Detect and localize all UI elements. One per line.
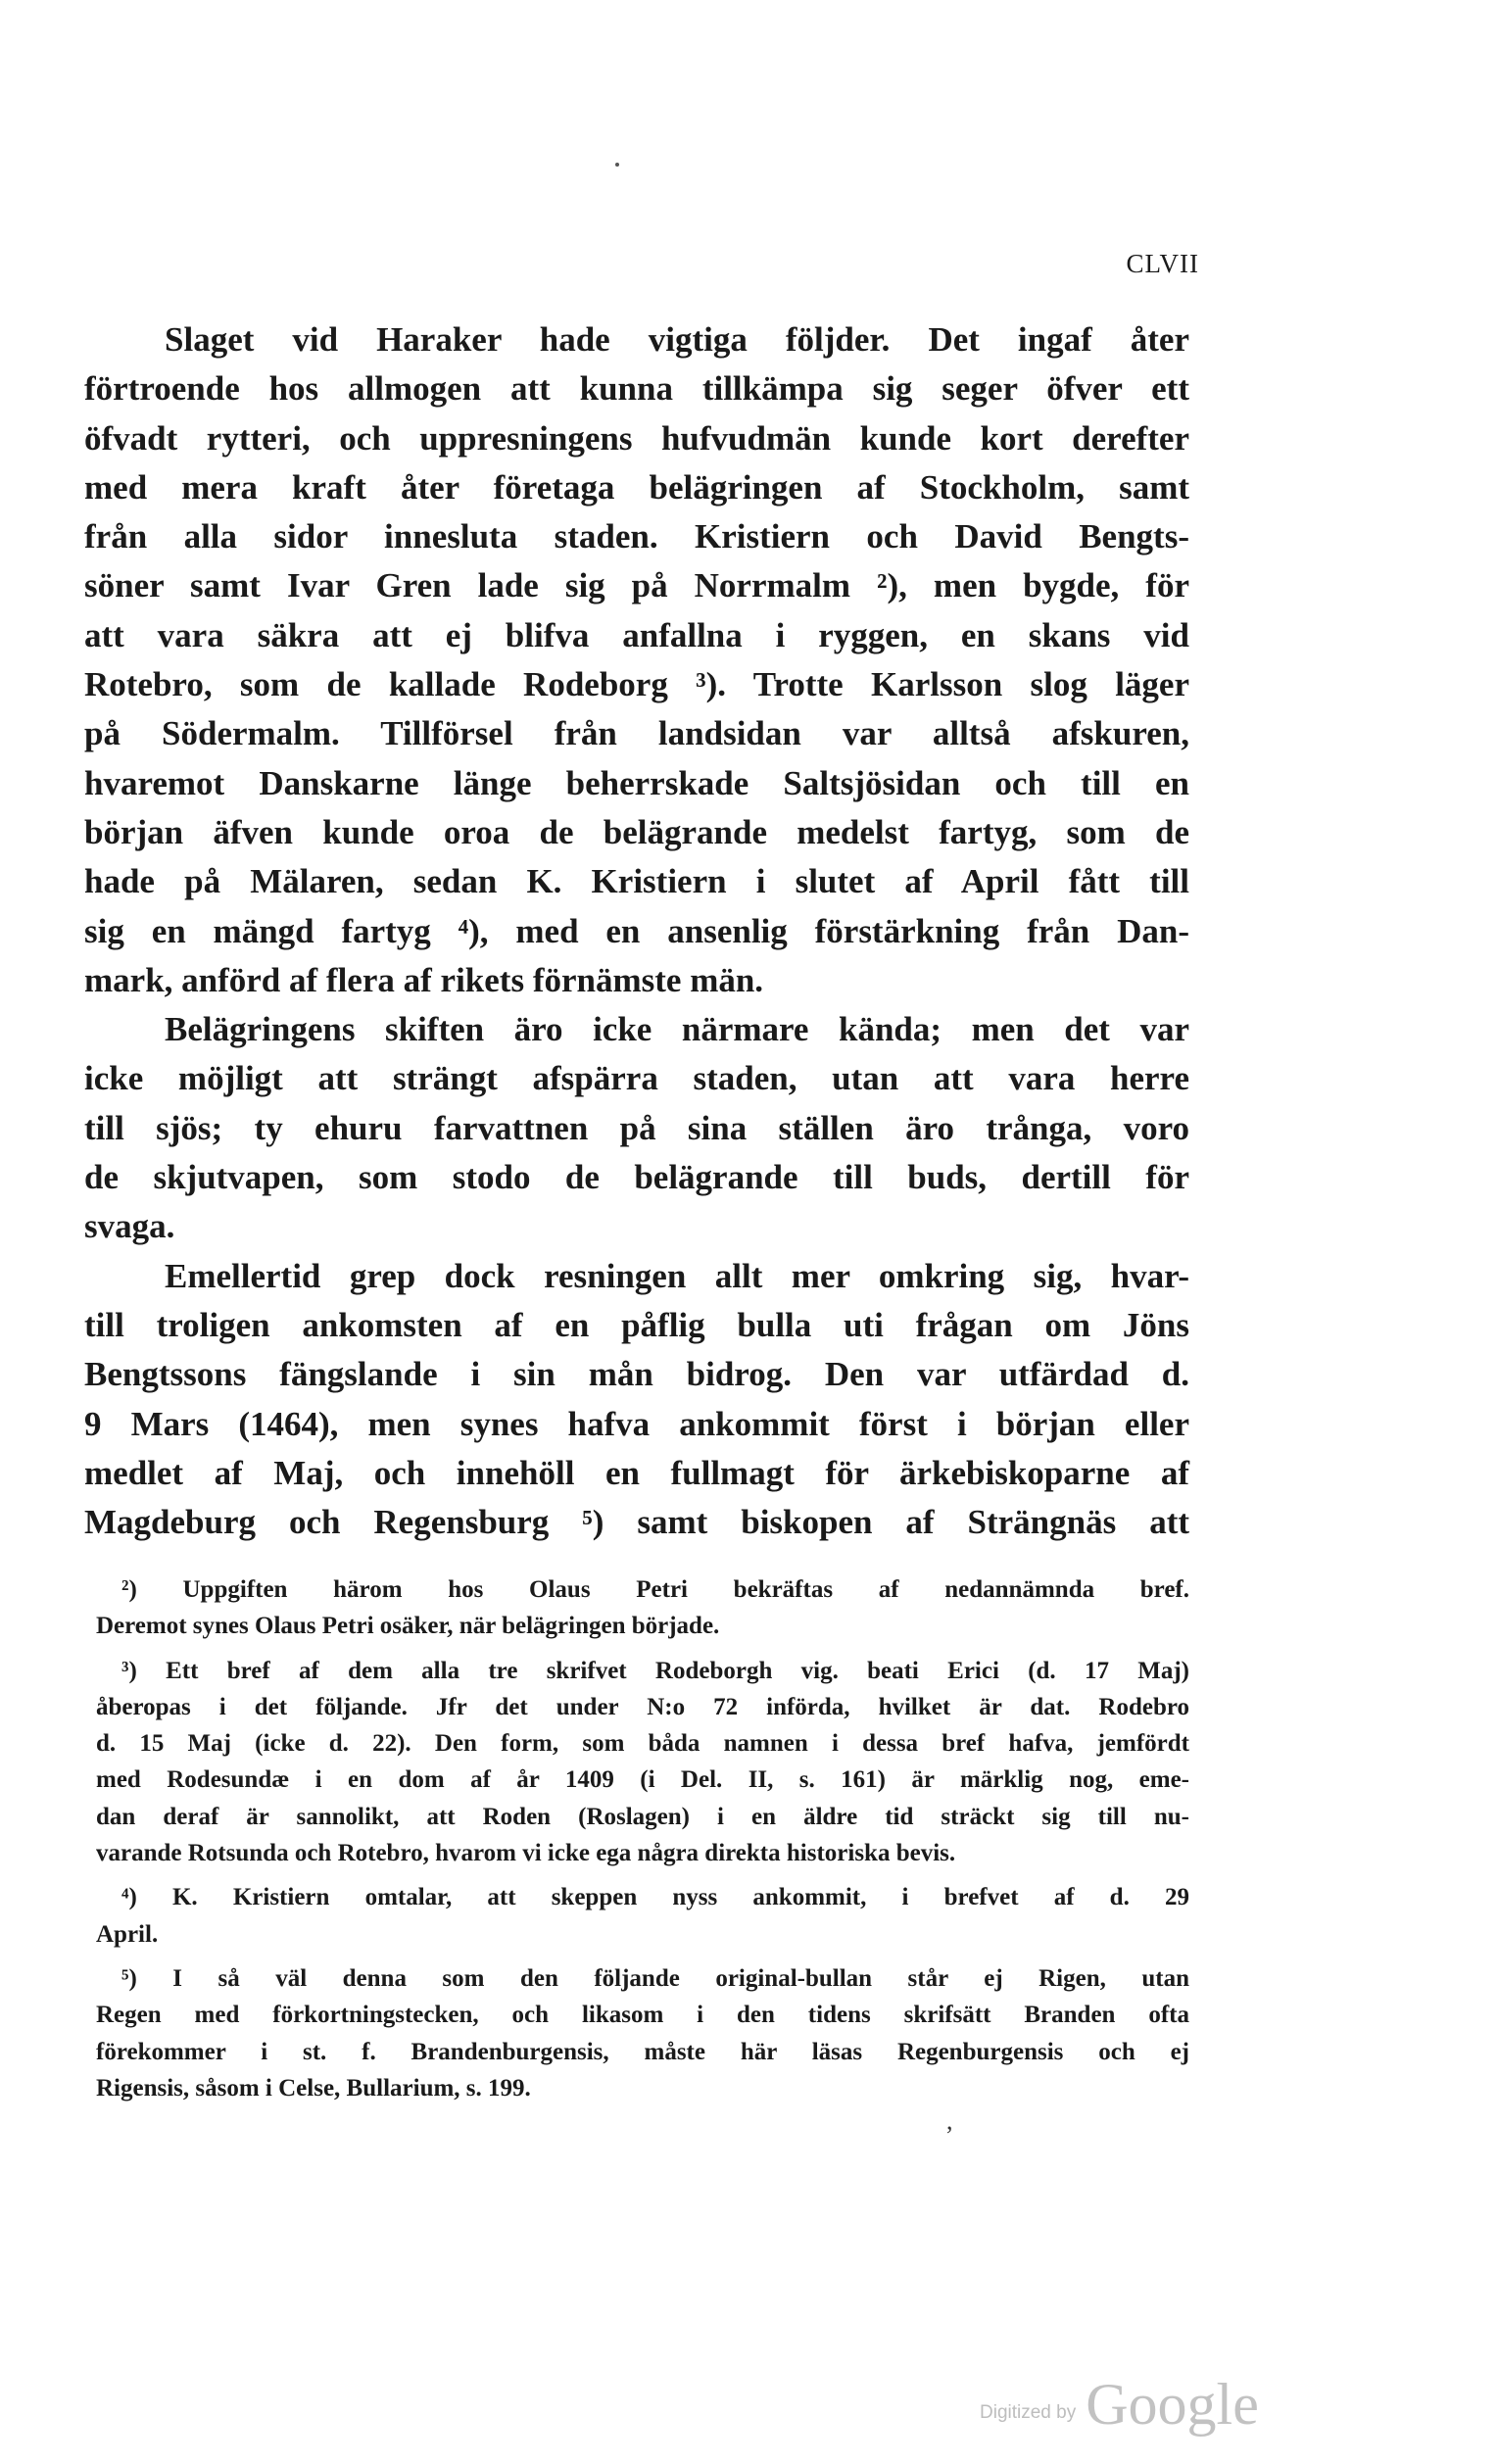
text-line: början äfven kunde oroa de belägrande medelst fartyg, som de bbox=[84, 812, 1189, 851]
digitized-watermark bbox=[980, 2371, 1259, 2439]
footnote-line: med Rodesundæ i en dom af år 1409 (i Del. II, s. 161) är märklig nog, eme- bbox=[96, 1766, 1189, 1794]
footnote-spacer bbox=[96, 1953, 1189, 1960]
text-line: hvaremot Danskarne länge beherrskade Saltsjösidan och till en bbox=[84, 763, 1189, 802]
text-line: icke möjligt att strängt afspärra staden, utan att vara herre bbox=[84, 1059, 1189, 1098]
footnote-line: åberopas i det följande. Jfr det under N:o 72 införda, hvilket är dat. Rodebro bbox=[96, 1693, 1189, 1720]
text-line: mark, anförd af flera af rikets förnämste män. bbox=[84, 960, 764, 999]
footnote-line: ³) Ett bref af dem alla tre skrifvet Rodeborgh vig. beati Erici (d. 17 Maj) bbox=[121, 1657, 1189, 1684]
footnote-line: Regen med förkortningstecken, och likasom i den tidens skrifsätt Branden ofta bbox=[96, 2002, 1189, 2029]
footnote-line: dan deraf är sannolikt, att Roden (Roslagen) i en äldre tid sträckt sig till nu- bbox=[96, 1803, 1189, 1830]
speck-mark bbox=[615, 163, 619, 167]
text-line: på Södermalm. Tillförsel från landsidan var alltså afskuren, bbox=[84, 714, 1189, 753]
text-line: Slaget vid Haraker hade vigtiga följder. Det ingaf åter bbox=[165, 320, 1189, 359]
text-line: svaga. bbox=[84, 1207, 175, 1246]
text-line: söner samt Ivar Gren lade sig på Norrmalm ²), men bygde, för bbox=[84, 566, 1189, 605]
text-line: medlet af Maj, och innehöll en fullmagt för ärkebiskoparne af bbox=[84, 1453, 1189, 1492]
text-line: från alla sidor innesluta staden. Kristiern och David Bengts- bbox=[84, 517, 1189, 556]
footnote-line: April. bbox=[96, 1920, 159, 1948]
main-text bbox=[84, 315, 1189, 1547]
text-line: de skjutvapen, som stodo de belägrande till buds, dertill för bbox=[84, 1158, 1189, 1197]
footnotes bbox=[96, 1571, 1189, 2106]
watermark-prefix: Digitized by bbox=[980, 2402, 1077, 2423]
footnote-line: ²) Uppgiften härom hos Olaus Petri bekräftas af nedannämnda bref. bbox=[121, 1576, 1189, 1603]
footnote-line: d. 15 Maj (icke d. 22). Den form, som båda namnen i dessa bref hafva, jemfördt bbox=[96, 1730, 1189, 1758]
footnote-line: Rigensis, såsom i Celse, Bullarium, s. 199. bbox=[96, 2074, 531, 2102]
text-line: till sjös; ty ehuru farvattnen på sina ställen äro trånga, voro bbox=[84, 1108, 1189, 1147]
footnote-line: ⁴) K. Kristiern omtalar, att skeppen nyss ankommit, i brefvet af d. 29 bbox=[121, 1884, 1189, 1911]
footnote-line: Deremot synes Olaus Petri osäker, när belägringen började. bbox=[96, 1613, 720, 1640]
text-line: Magdeburg och Regensburg ⁵) samt biskopen af Strängnäs att bbox=[84, 1503, 1189, 1542]
footnote-spacer bbox=[96, 1645, 1189, 1653]
text-line: att vara säkra att ej blifva anfallna i ryggen, en skans vid bbox=[84, 615, 1189, 654]
text-line: Emellertid grep dock resningen allt mer omkring sig, hvar- bbox=[165, 1256, 1189, 1295]
google-logo: Google bbox=[1086, 2372, 1259, 2437]
footnote-line: ⁵) I så väl denna som den följande original-bullan står ej Rigen, utan bbox=[121, 1964, 1189, 1992]
text-line: med mera kraft åter företaga belägringen af Stockholm, samt bbox=[84, 467, 1189, 507]
text-line: 9 Mars (1464), men synes hafva ankommit först i början eller bbox=[84, 1404, 1189, 1443]
text-line: hade på Mälaren, sedan K. Kristiern i slutet af April fått till bbox=[84, 862, 1189, 901]
footnote-line: varande Rotsunda och Rotebro, hvarom vi icke ega några direkta historiska bevis. bbox=[96, 1840, 956, 1867]
text-line: sig en mängd fartyg ⁴), med en ansenlig förstärkning från Dan- bbox=[84, 911, 1189, 950]
text-line: förtroende hos allmogen att kunna tillkämpa sig seger öfver ett bbox=[84, 369, 1189, 409]
text-line: till troligen ankomsten af en påflig bulla uti frågan om Jöns bbox=[84, 1305, 1189, 1344]
page-number: CLVII bbox=[1126, 249, 1199, 278]
footnote-line: förekommer i st. f. Brandenburgensis, måste här läsas Regenburgensis och ej bbox=[96, 2038, 1189, 2065]
text-line: Belägringens skiften äro icke närmare kända; men det var bbox=[165, 1010, 1189, 1049]
footnote-spacer bbox=[96, 1871, 1189, 1879]
text-line: Rotebro, som de kallade Rodeborg ³). Trotte Karlsson slog läger bbox=[84, 665, 1189, 704]
text-line: öfvadt rytteri, och uppresningens hufvudmän kunde kort derefter bbox=[84, 418, 1189, 458]
text-line: Bengtssons fängslande i sin mån bidrog. Den var utfärdad d. bbox=[84, 1355, 1189, 1394]
stray-mark: , bbox=[946, 2106, 953, 2135]
